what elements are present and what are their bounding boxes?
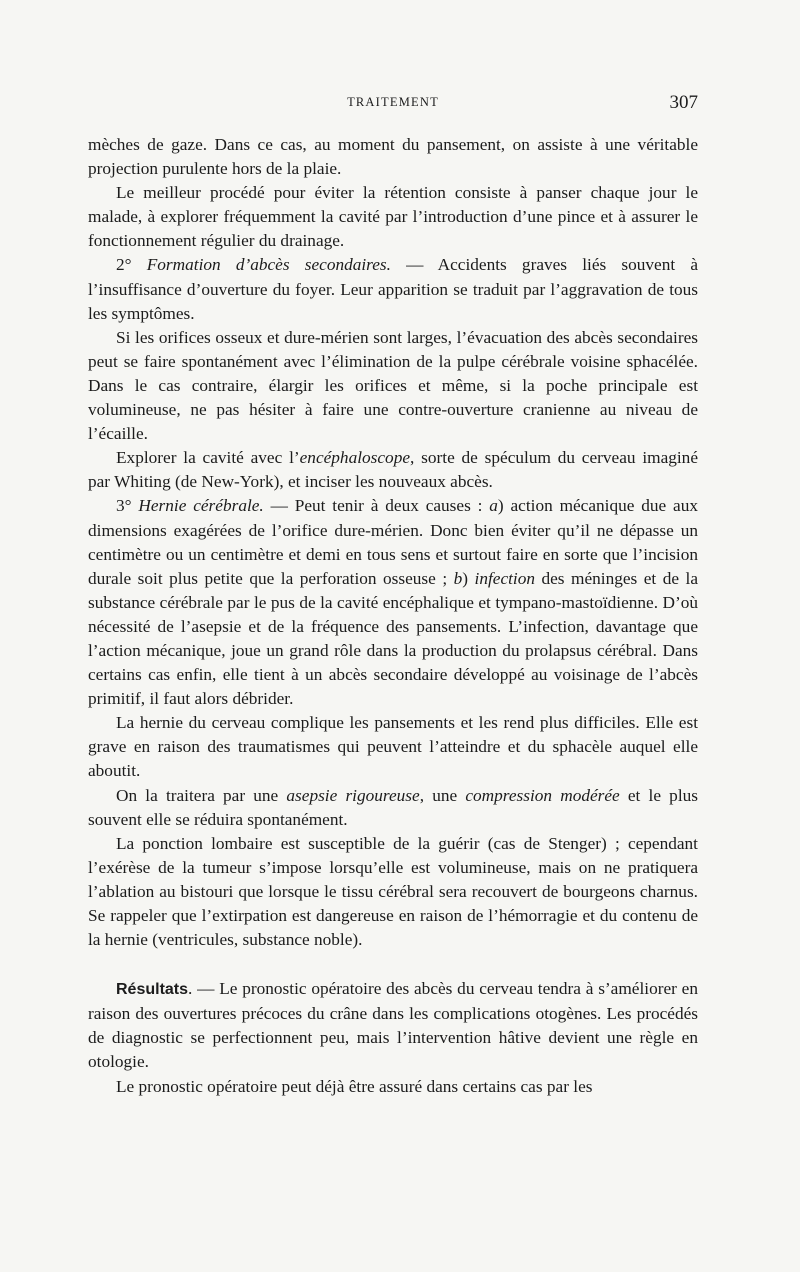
paragraph-6 [88,494,698,711]
paragraph-text: et le plus souvent elle se réduira spontanément. [88,785,698,829]
paragraph-text: , sorte de spéculum du cerveau imaginé par Whiting (de New-York), et inciser les nouveaux abcès. [88,448,698,492]
paragraph-7 [88,711,698,783]
paragraph-2 [88,181,698,253]
italic-term: infection [474,568,535,588]
paragraph-text: ) [462,568,475,588]
paragraph-1 [88,133,698,181]
paragraph-10 [88,977,698,1074]
paragraph-text: , une [419,785,466,805]
section-number: 3° [116,496,139,516]
paragraph-text: Le meilleur procédé pour éviter la rétention consiste à panser chaque jour le malade, à explorer fréquemment la cavité par l’introduction d’une pince et à assurer le fonctionnement régulier du drainage. [88,183,698,251]
paragraph-text: mèches de gaze. Dans ce cas, au moment du pansement, on assiste à une véritable projection purulente hors de la plaie. [88,135,698,179]
paragraph-text: — Peut tenir à deux causes : [263,496,490,516]
section-title: Hernie cérébrale. [138,496,264,516]
paragraph-text: des méninges et de la substance cérébrale par le pus de la cavité encéphalique et tympano-mastoïdienne. D’où nécessité de l’asepsie et de la fréquence des pansements. L’infection, davantage que l’action mécanique, joue un grand rôle dans la production du prolapsus cérébral. Dans certains cas enfin, elle tient à un abcès secondaire développé au voisinage de l’abcès primitif, il faut alors débrider. [88,568,699,709]
italic-term: compression modérée [465,785,620,805]
paragraph-5 [88,446,698,494]
paragraph-text: . — Le pronostic opératoire des abcès du cerveau tendra à s’améliorer en raison des ouvertures précoces du crâne dans les complications otogènes. Les procédés de diagnostic se perfectionnent peu, mais l’intervention hâtive devient une règle en otologie. [88,979,698,1072]
page-number: 307 [669,92,698,113]
body-text [88,133,698,1099]
paragraph-text: — Accidents graves liés souvent à l’insuffisance d’ouverture du foyer. Leur apparition se traduit par l’aggravation de tous les symptômes. [88,255,698,323]
section-heading-results: Résultats [116,981,189,999]
italic-letter: b [453,568,463,588]
paragraph-3 [88,253,698,325]
paragraph-text: Si les orifices osseux et dure-mérien sont larges, l’évacuation des abcès secondaires peut se faire spontanément avec l’élimination de la pulpe cérébrale voisine sphacélée. Dans le cas contraire, élargir les orifices et même, si la poche principale est volumineuse, ne pas hésiter à faire une contre-ouverture cranienne au niveau de l’écaille. [88,327,698,444]
paragraph-text: Explorer la cavité avec l’ [116,448,300,468]
paragraph-8 [88,784,698,832]
paragraph-text: Le pronostic opératoire peut déjà être assuré dans certains cas par les [116,1076,593,1096]
running-title: TRAITEMENT [347,95,439,109]
running-header [88,92,698,115]
italic-letter: a [489,496,498,516]
italic-term: asepsie rigoureuse [286,785,420,805]
paragraph-text: La ponction lombaire est susceptible de la guérir (cas de Stenger) ; cependant l’exérèse de la tumeur s’impose lorsqu’elle est volumineuse, mais on ne pratiquera l’ablation au bistouri que lorsque le tissu cérébral sera recouvert de bourgeons charnus. Se rappeler que l’extirpation est dangereuse en raison de l’hémorragie et du contenu de la hernie (ventricules, substance noble). [88,833,698,950]
paragraph-text: On la traitera par une [116,785,287,805]
italic-term: encéphaloscope [299,448,411,468]
section-title: Formation d’abcès secondaires. [146,255,391,275]
paragraph-text: ) action mécanique due aux dimensions exagérées de l’orifice dure-mérien. Donc bien éviter qu’il ne dépasse un centimètre ou un centimètre et demi en tous sens et surtout faire en sorte que l’incision durale soit plus petite que la perforation osseuse ; [88,496,698,588]
paragraph-text: La hernie du cerveau complique les pansements et les rend plus difficiles. Elle est grave en raison des traumatismes qui peuvent l’atteindre et du sphacèle auquel elle aboutit. [88,713,698,781]
section-number: 2° [116,255,147,275]
paragraph-4 [88,326,698,446]
paragraph-9 [88,832,698,952]
paragraph-11 [88,1075,698,1099]
